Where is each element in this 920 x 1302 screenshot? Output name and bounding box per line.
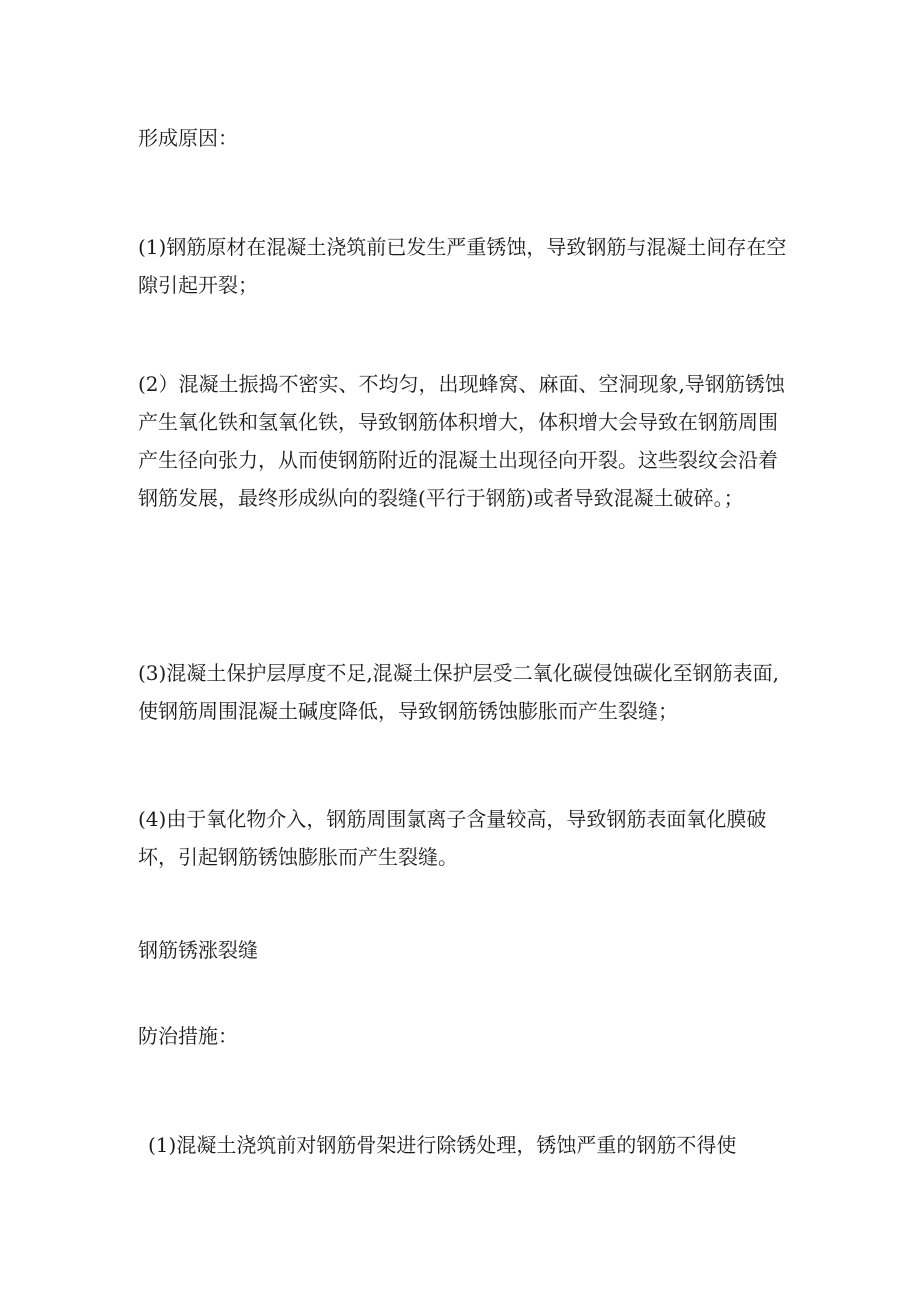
- cause-item-4: (4)由于氧化物介入，钢筋周围氯离子含量较高，导致钢筋表面氧化膜破坏，引起钢筋锈蚀膨胀而产生裂缝。: [138, 807, 767, 869]
- heading-formation-cause: 形成原因：: [138, 126, 238, 150]
- cause-item-1: (1)钢筋原材在混凝土浇筑前已发生严重锈蚀，导致钢筋与混凝土间存在空隙引起开裂；: [138, 235, 787, 297]
- cause-item-3: (3)混凝土保护层厚度不足,混凝土保护层受二氧化碳侵蚀碳化至钢筋表面,使钢筋周围混凝土碱度降低，导致钢筋锈蚀膨胀而产生裂缝；: [138, 661, 780, 723]
- prevention-item-1: (1)混凝土浇筑前对钢筋骨架进行除锈处理，锈蚀严重的钢筋不得使: [148, 1133, 737, 1157]
- heading-prevention-measures: 防治措施：: [138, 1024, 238, 1048]
- section-subtitle: 钢筋锈涨裂缝: [138, 938, 258, 962]
- cause-item-2: (2）混凝土振捣不密实、不均匀，出现蜂窝、麻面、空洞现象,导钢筋锈蚀产生氧化铁和氢氧化铁，导致钢筋体积增大，体积增大会导致在钢筋周围产生径向张力，从而使钢筋附近的混凝土出现径向开裂。这些裂纹会沿着钢筋发展，最终形成纵向的裂缝(平行于钢筋)或者导致混凝土破碎。；: [138, 372, 785, 510]
